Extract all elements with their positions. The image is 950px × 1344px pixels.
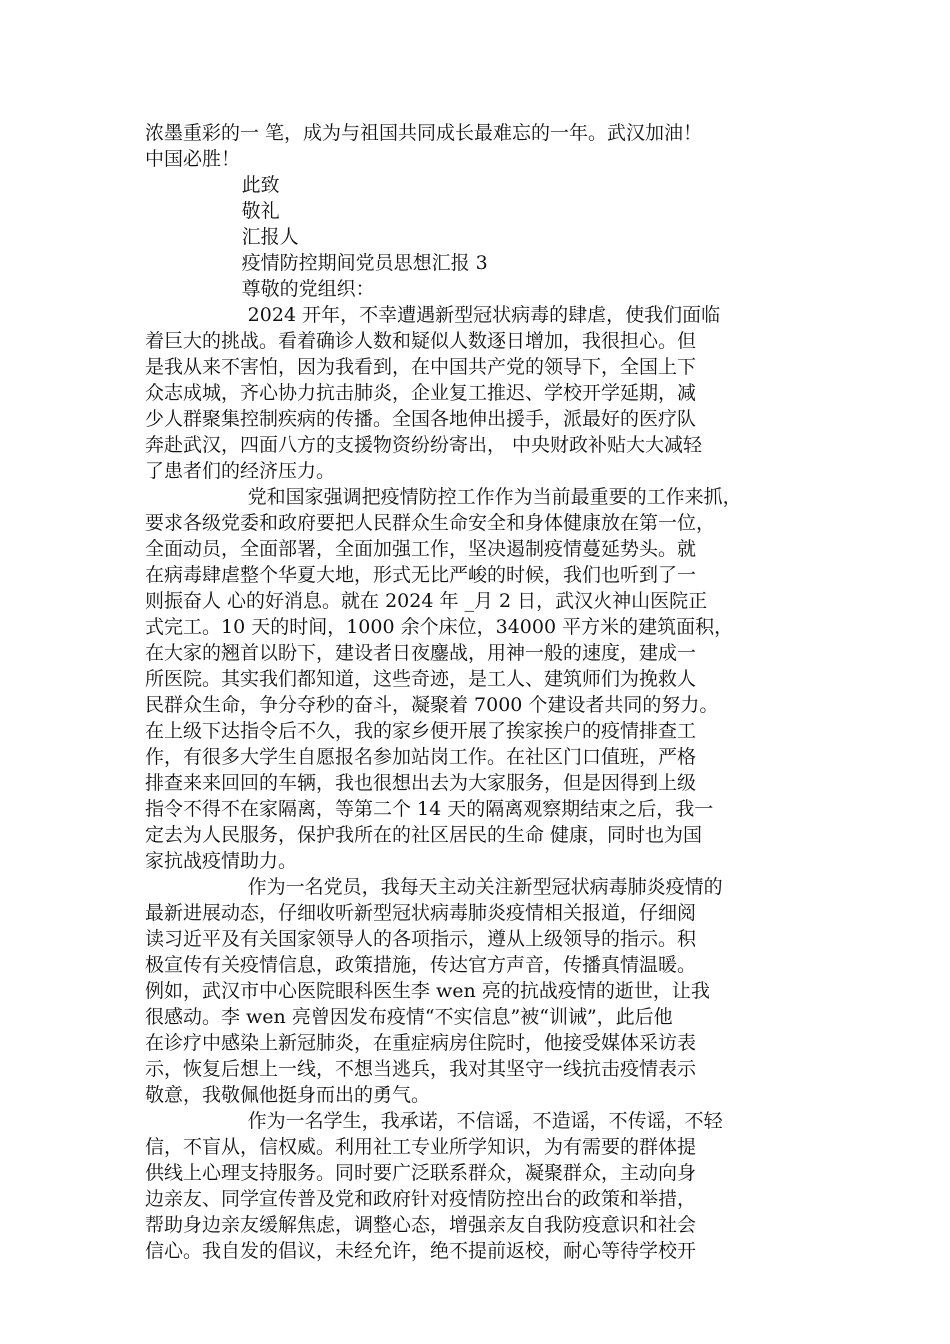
text-line: 排查来来回回的车辆，我也很想出去为大家服务，但是因得到上级 — [145, 772, 697, 794]
text-line: 尊敬的党组织： — [145, 278, 375, 300]
text-line: 供线上心理支持服务。同时要广泛联系群众，凝聚群众，主动向身 — [145, 1162, 697, 1184]
document-page — [145, 120, 817, 1264]
text-line: 例如，武汉市中心医院眼科医生李 wen 亮的抗战疫情的逝世，让我 — [145, 980, 710, 1002]
text-line: 敬礼 — [145, 200, 280, 222]
text-line: 信心。我自发的倡议，未经允许，绝不提前返校，耐心等待学校开 — [145, 1240, 697, 1262]
text-line: 边亲友、同学宣传普及党和政府针对疫情防控出台的政策和举措， — [145, 1188, 697, 1210]
text-line: 疫情防控期间党员思想汇报 3 — [145, 252, 488, 274]
text-line: 中国必胜！ — [145, 148, 241, 170]
text-line: 全面动员，全面部署，全面加强工作，坚决遏制疫情蔓延势头。就 — [145, 538, 697, 560]
text-line: 浓墨重彩的一 笔，成为与祖国共同成长最难忘的一年。武汉加油！ — [145, 122, 703, 144]
text-line: 是我从来不害怕，因为我看到，在中国共产党的领导下，全国上下 — [145, 356, 697, 378]
text-line: 作，有很多大学生自愿报名参加站岗工作。在社区门口值班，严格 — [145, 746, 697, 768]
text-line: 众志成城，齐心协力抗击肺炎，企业复工推迟、学校开学延期，减 — [145, 382, 697, 404]
text-line: 在病毒肆虐整个华夏大地，形式无比严峻的时候，我们也听到了一 — [145, 564, 697, 586]
text-line: 作为一名学生，我承诺，不信谣，不造谣，不传谣，不轻 — [145, 1110, 723, 1132]
text-line: 民群众生命，争分夺秒的奋斗，凝聚着 7000 个建设者共同的努力。 — [145, 694, 719, 716]
text-line: 最新进展动态，仔细收听新型冠状病毒肺炎疫情相关报道，仔细阅 — [145, 902, 697, 924]
text-line: 2024 开年，不幸遭遇新型冠状病毒的肆虐，使我们面临 — [145, 304, 721, 326]
text-line: 汇报人 — [145, 226, 299, 248]
text-line: 在诊疗中感染上新冠肺炎，在重症病房住院时，他接受媒体采访表 — [145, 1032, 697, 1054]
text-line: 奔赴武汉，四面八方的支援物资纷纷寄出， 中央财政补贴大大减轻 — [145, 434, 703, 456]
text-line: 党和国家强调把疫情防控工作作为当前最重要的工作来抓， — [145, 486, 742, 508]
text-line: 读习近平及有关国家领导人的各项指示，遵从上级领导的指示。积 — [145, 928, 697, 950]
text-line: 作为一名党员，我每天主动关注新型冠状病毒肺炎疫情的 — [145, 876, 723, 898]
text-line: 极宣传有关疫情信息，政策措施，传达官方声音，传播真情温暖。 — [145, 954, 697, 976]
text-line: 定去为人民服务，保护我所在的社区居民的生命 健康，同时也为国 — [145, 824, 703, 846]
text-line: 此致 — [145, 174, 280, 196]
text-line: 则振奋人 心的好消息。就在 2024 年 _月 2 日，武汉火神山医院正 — [145, 590, 708, 612]
text-line: 少人群聚集控制疾病的传播。全国各地伸出援手，派最好的医疗队 — [145, 408, 697, 430]
text-line: 信，不盲从，信权威。利用社工专业所学知识，为有需要的群体提 — [145, 1136, 697, 1158]
text-line: 在大家的翘首以盼下，建设者日夜鏖战，用神一般的速度，建成一 — [145, 642, 697, 664]
text-line: 帮助身边亲友缓解焦虑，调整心态，增强亲友自我防疫意识和社会 — [145, 1214, 697, 1236]
text-line: 着巨大的挑战。看着确诊人数和疑似人数逐日增加，我很担心。但 — [145, 330, 697, 352]
text-line: 家抗战疫情助力。 — [145, 850, 298, 872]
text-line: 在上级下达指令后不久，我的家乡便开展了挨家挨户的疫情排查工 — [145, 720, 697, 742]
text-line: 示，恢复后想上一线，不想当逃兵，我对其坚守一线抗击疫情表示 — [145, 1058, 697, 1080]
text-line: 所医院。其实我们都知道，这些奇迹，是工人、建筑师们为挽救人 — [145, 668, 697, 690]
text-line: 式完工。10 天的时间，1000 余个床位，34000 平方米的建筑面积， — [145, 616, 734, 638]
text-line: 敬意，我敬佩他挺身而出的勇气。 — [145, 1084, 431, 1106]
text-line: 指令不得不在家隔离，等第二个 14 天的隔离观察期结束之后，我一 — [145, 798, 714, 820]
text-line: 要求各级党委和政府要把人民群众生命安全和身体健康放在第一位， — [145, 512, 716, 534]
text-line: 了患者们的经济压力。 — [145, 460, 336, 482]
text-line: 很感动。李 wen 亮曾因发布疫情“不实信息”被“训诫”，此后他 — [145, 1006, 673, 1028]
